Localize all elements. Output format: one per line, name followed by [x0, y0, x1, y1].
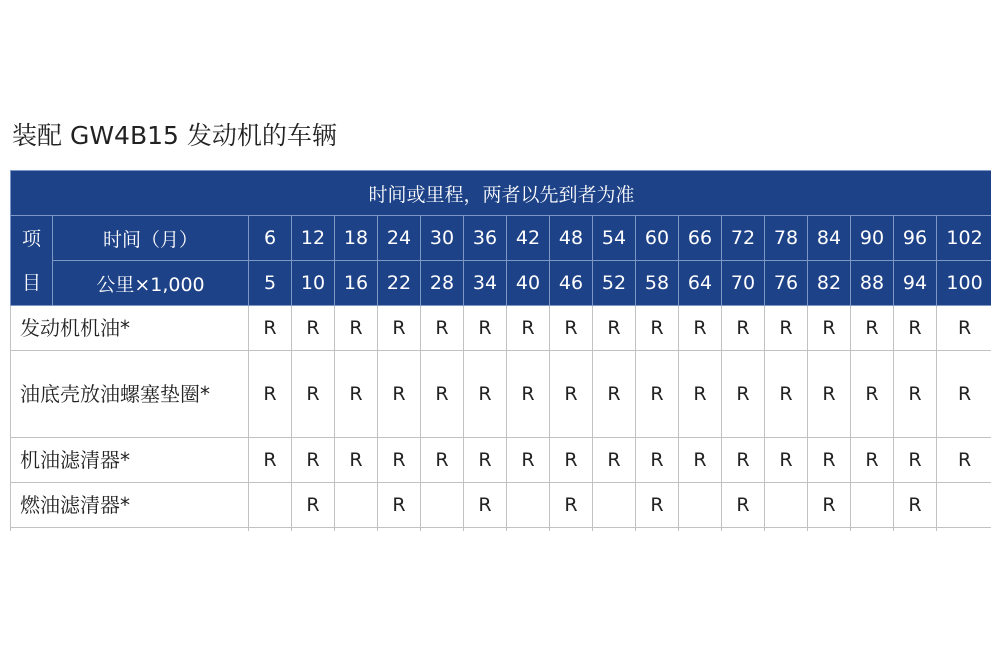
month-value: 72 — [722, 216, 765, 261]
month-value: 12 — [292, 216, 335, 261]
kilometer-value: 28 — [421, 261, 464, 306]
schedule-cell: R — [636, 351, 679, 438]
maintenance-item-name: 燃油滤清器* — [11, 483, 249, 528]
schedule-cell: R — [464, 306, 507, 351]
schedule-cell — [507, 483, 550, 528]
month-value: 102 — [937, 216, 992, 261]
schedule-cell — [593, 483, 636, 528]
schedule-cell: R — [507, 351, 550, 438]
kilometer-value: 10 — [292, 261, 335, 306]
schedule-cell — [249, 483, 292, 528]
schedule-cell: R — [464, 351, 507, 438]
month-value: 66 — [679, 216, 722, 261]
schedule-cell: R — [894, 306, 937, 351]
schedule-cell — [335, 528, 378, 532]
schedule-cell: R — [765, 351, 808, 438]
schedule-cell: R — [808, 438, 851, 483]
kilometer-value: 64 — [679, 261, 722, 306]
schedule-cell: R — [765, 306, 808, 351]
schedule-cell: R — [636, 306, 679, 351]
schedule-cell: R — [335, 438, 378, 483]
distance-km-label: 公里×1,000 — [53, 261, 249, 306]
schedule-cell — [722, 528, 765, 532]
schedule-cell: R — [378, 483, 421, 528]
kilometers-header-row — [11, 261, 992, 306]
table-row — [11, 483, 992, 528]
kilometer-value: 22 — [378, 261, 421, 306]
schedule-cell: R — [851, 351, 894, 438]
schedule-cell: R — [249, 438, 292, 483]
month-value: 60 — [636, 216, 679, 261]
schedule-cell: R — [421, 306, 464, 351]
header-banner-row — [11, 171, 992, 216]
month-value: 84 — [808, 216, 851, 261]
month-value: 90 — [851, 216, 894, 261]
schedule-cell — [378, 528, 421, 532]
schedule-cell: R — [593, 438, 636, 483]
schedule-cell — [464, 528, 507, 532]
schedule-cell — [550, 528, 593, 532]
month-value: 78 — [765, 216, 808, 261]
schedule-cell: R — [679, 438, 722, 483]
kilometer-value: 34 — [464, 261, 507, 306]
month-value: 54 — [593, 216, 636, 261]
schedule-cell — [421, 483, 464, 528]
schedule-cell — [292, 528, 335, 532]
kilometer-value: 5 — [249, 261, 292, 306]
maintenance-item-name: 发动机机油* — [11, 306, 249, 351]
schedule-cell: R — [249, 306, 292, 351]
schedule-cell — [894, 528, 937, 532]
schedule-cell — [765, 528, 808, 532]
kilometer-value: 100 — [937, 261, 992, 306]
schedule-cell: R — [765, 438, 808, 483]
schedule-cell — [851, 528, 894, 532]
schedule-cell — [808, 528, 851, 532]
schedule-cell — [679, 483, 722, 528]
schedule-cell: R — [851, 438, 894, 483]
schedule-cell — [249, 528, 292, 532]
kilometer-value: 70 — [722, 261, 765, 306]
schedule-cell: R — [679, 351, 722, 438]
schedule-cell: R — [894, 351, 937, 438]
kilometer-value: 76 — [765, 261, 808, 306]
schedule-cell: R — [421, 438, 464, 483]
schedule-cell — [937, 483, 992, 528]
schedule-cell: R — [292, 351, 335, 438]
month-value: 6 — [249, 216, 292, 261]
schedule-cell: R — [335, 306, 378, 351]
table-row — [11, 438, 992, 483]
schedule-cell: R — [851, 306, 894, 351]
schedule-cell: R — [507, 306, 550, 351]
schedule-cell: R — [292, 306, 335, 351]
schedule-cell — [507, 528, 550, 532]
maintenance-item-name: 机油滤清器* — [11, 438, 249, 483]
schedule-cell: R — [249, 351, 292, 438]
schedule-cell: R — [722, 306, 765, 351]
schedule-cell: R — [550, 351, 593, 438]
schedule-cell: R — [507, 438, 550, 483]
table-row-partial — [11, 528, 992, 532]
maintenance-item-name: 油底壳放油螺塞垫圈* — [11, 351, 249, 438]
schedule-cell: R — [808, 306, 851, 351]
schedule-cell: R — [593, 306, 636, 351]
month-value: 18 — [335, 216, 378, 261]
schedule-cell: R — [636, 438, 679, 483]
item-column-header — [11, 216, 53, 306]
kilometer-value: 46 — [550, 261, 593, 306]
month-value: 30 — [421, 216, 464, 261]
item-label-top: 项 — [21, 227, 41, 250]
schedule-cell: R — [335, 351, 378, 438]
schedule-cell: R — [636, 483, 679, 528]
schedule-cell: R — [937, 306, 992, 351]
schedule-cell: R — [378, 306, 421, 351]
schedule-cell — [851, 483, 894, 528]
months-header-row — [11, 216, 992, 261]
maintenance-schedule-table — [10, 170, 991, 531]
schedule-cell: R — [808, 483, 851, 528]
table-row — [11, 351, 992, 438]
time-months-label: 时间（月） — [53, 216, 249, 261]
schedule-cell: R — [679, 306, 722, 351]
schedule-cell — [335, 483, 378, 528]
schedule-cell: R — [464, 483, 507, 528]
schedule-cell: R — [378, 351, 421, 438]
maintenance-item-name — [11, 528, 249, 532]
schedule-cell: R — [464, 438, 507, 483]
schedule-cell — [937, 528, 992, 532]
kilometer-value: 52 — [593, 261, 636, 306]
schedule-cell: R — [937, 438, 992, 483]
kilometer-value: 88 — [851, 261, 894, 306]
schedule-cell: R — [722, 483, 765, 528]
schedule-cell: R — [894, 438, 937, 483]
schedule-cell — [765, 483, 808, 528]
kilometer-value: 82 — [808, 261, 851, 306]
schedule-cell — [593, 528, 636, 532]
month-value: 48 — [550, 216, 593, 261]
schedule-cell: R — [292, 438, 335, 483]
schedule-cell: R — [550, 306, 593, 351]
schedule-cell: R — [378, 438, 421, 483]
month-value: 96 — [894, 216, 937, 261]
kilometer-value: 16 — [335, 261, 378, 306]
header-banner: 时间或里程，两者以先到者为准 — [11, 171, 992, 216]
month-value: 42 — [507, 216, 550, 261]
schedule-cell: R — [722, 351, 765, 438]
schedule-cell — [421, 528, 464, 532]
schedule-cell — [679, 528, 722, 532]
maintenance-schedule-table-container — [10, 170, 991, 531]
page-title: 装配 GW4B15 发动机的车辆 — [12, 121, 337, 150]
item-label-bottom: 目 — [21, 271, 41, 294]
kilometer-value: 94 — [894, 261, 937, 306]
schedule-cell: R — [722, 438, 765, 483]
schedule-cell: R — [421, 351, 464, 438]
kilometer-value: 58 — [636, 261, 679, 306]
kilometer-value: 40 — [507, 261, 550, 306]
table-row — [11, 306, 992, 351]
schedule-cell: R — [894, 483, 937, 528]
schedule-cell: R — [593, 351, 636, 438]
schedule-cell: R — [550, 438, 593, 483]
schedule-cell: R — [937, 351, 992, 438]
month-value: 36 — [464, 216, 507, 261]
schedule-cell — [636, 528, 679, 532]
schedule-cell: R — [808, 351, 851, 438]
month-value: 24 — [378, 216, 421, 261]
schedule-cell: R — [292, 483, 335, 528]
schedule-cell: R — [550, 483, 593, 528]
